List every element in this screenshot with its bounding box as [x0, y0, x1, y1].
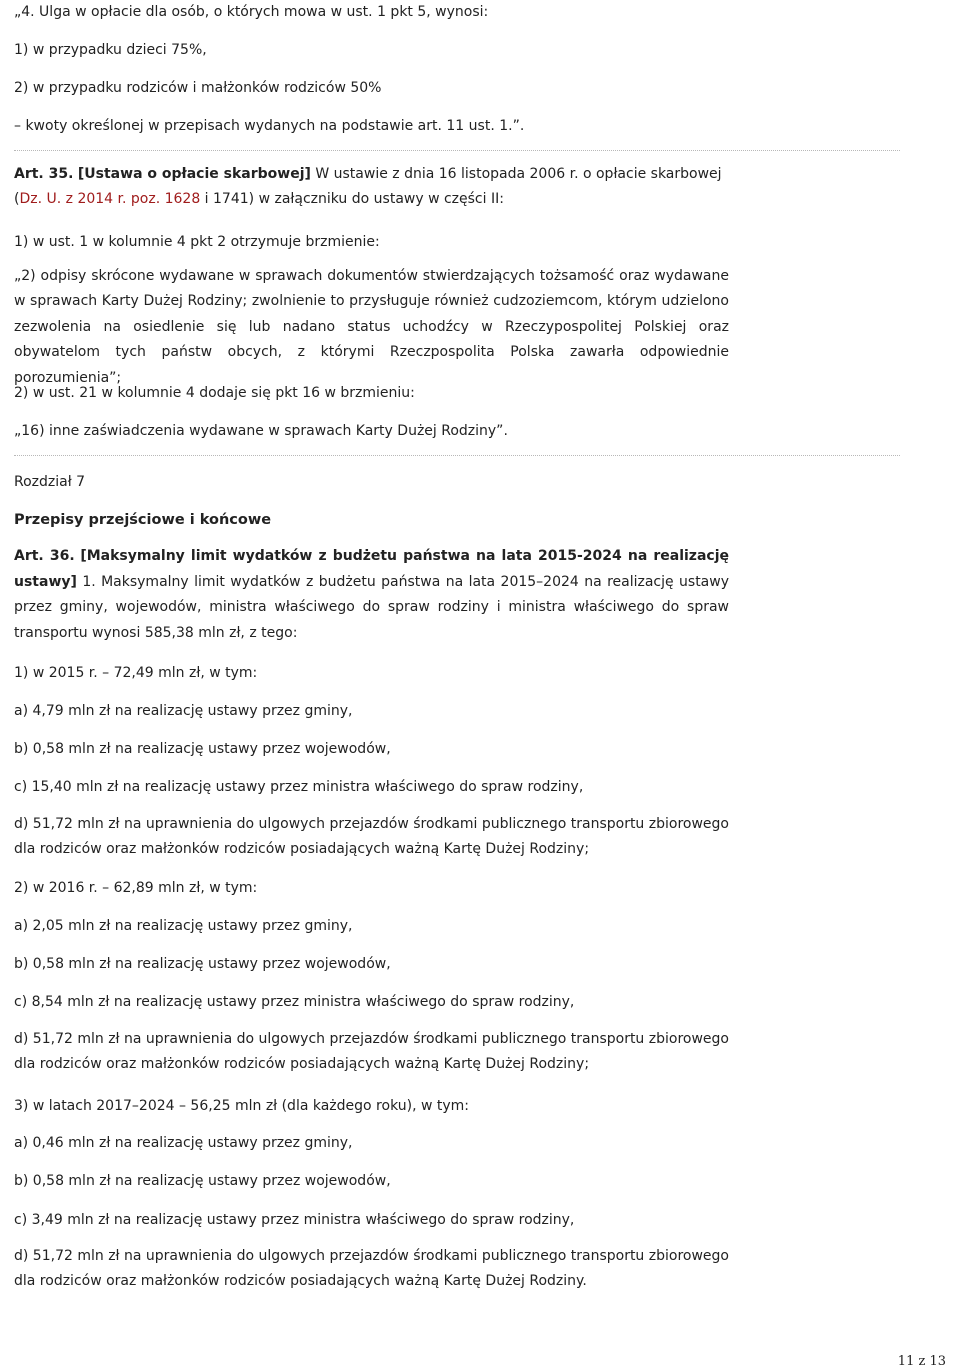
chapter-label: Rozdział 7 [14, 474, 86, 490]
art35-label: Art. 35. [14, 166, 74, 182]
top-line-3: 2) w przypadku rodziców i małżonków rodziców 50% [14, 80, 382, 96]
art35-point-2: 2) w ust. 21 w kolumnie 4 dodaje się pkt 16 w brzmieniu: [14, 385, 415, 401]
art36-heading [14, 544, 729, 646]
year-2017-b: b) 0,58 mln zł na realizację ustawy przez wojewodów, [14, 1173, 391, 1189]
year-2015-d: d) 51,72 mln zł na uprawnienia do ulgowych przejazdów środkami publicznego transportu zbiorowego dla rodziców oraz małżonków rodziców posiadających ważną Kartę Dużej Rodziny; [14, 816, 729, 858]
year-2016-d: d) 51,72 mln zł na uprawnienia do ulgowych przejazdów środkami publicznego transportu zbiorowego dla rodziców oraz małżonków rodziców posiadających ważną Kartę Dużej Rodziny; [14, 1031, 729, 1073]
top-line-1: „4. Ulga w opłacie dla osób, o których mowa w ust. 1 pkt 5, wynosi: [14, 4, 489, 20]
year-2015-b: b) 0,58 mln zł na realizację ustawy przez wojewodów, [14, 741, 391, 757]
year-2016-c: c) 8,54 mln zł na realizację ustawy przez ministra właściwego do spraw rodziny, [14, 994, 575, 1010]
top-line-2: 1) w przypadku dzieci 75%, [14, 42, 207, 58]
top-line-4: – kwoty określonej w przepisach wydanych na podstawie art. 11 ust. 1.”. [14, 118, 525, 134]
dz-u-link[interactable]: Dz. U. z 2014 r. poz. 1628 [19, 191, 201, 208]
year-2016-a: a) 2,05 mln zł na realizację ustawy przez gminy, [14, 918, 353, 934]
separator [14, 150, 900, 151]
paren-open: ( [14, 191, 20, 208]
year-2017-a: a) 0,46 mln zł na realizację ustawy przez gminy, [14, 1135, 353, 1151]
chapter-title: Przepisy przejściowe i końcowe [14, 512, 272, 528]
art35-intro: W ustawie z dnia 16 listopada 2006 r. o opłacie skarbowej [310, 166, 722, 182]
year-2017-2024: 3) w latach 2017–2024 – 56,25 mln zł (dla każdego roku), w tym: [14, 1098, 470, 1114]
year-2017-c: c) 3,49 mln zł na realizację ustawy przez ministra właściwego do spraw rodziny, [14, 1212, 575, 1228]
dz-rest: i 1741) w załączniku do ustawy w części II: [200, 191, 504, 208]
year-2016-b: b) 0,58 mln zł na realizację ustawy przez wojewodów, [14, 956, 391, 972]
year-2015-a: a) 4,79 mln zł na realizację ustawy przez gminy, [14, 703, 353, 719]
art35-heading [14, 162, 729, 213]
year-2016: 2) w 2016 r. – 62,89 mln zł, w tym: [14, 880, 258, 896]
year-2017-d: d) 51,72 mln zł na uprawnienia do ulgowych przejazdów środkami publicznego transportu zbiorowego dla rodziców oraz małżonków rodziców posiadających ważną Kartę Dużej Rodziny. [14, 1248, 729, 1290]
year-2015-c: c) 15,40 mln zł na realizację ustawy przez ministra właściwego do spraw rodziny, [14, 779, 584, 795]
art36-intro: 1. Maksymalny limit wydatków z budżetu państwa na lata 2015–2024 na realizację ustawy przez gminy, wojewodów, ministra właściwego do spraw rodziny i ministra właściwego do spraw transportu wynosi 585,38 mln zł, z tego: [14, 573, 729, 641]
year-2015: 1) w 2015 r. – 72,49 mln zł, w tym: [14, 665, 258, 681]
art36-title: [Maksymalny limit wydatków z budżetu państwa na lata 2015-2024 na realizację ustawy] [14, 548, 729, 590]
art36-label: Art. 36. [14, 548, 75, 564]
art35-point-1: 1) w ust. 1 w kolumnie 4 pkt 2 otrzymuje brzmienie: [14, 234, 380, 250]
art35-point-2-text: „16) inne zaświadczenia wydawane w sprawach Karty Dużej Rodziny”. [14, 423, 508, 439]
separator [14, 455, 900, 456]
art35-point-1-text: „2) odpisy skrócone wydawane w sprawach dokumentów stwierdzających tożsamość oraz wydawane w sprawach Karty Dużej Rodziny; zwolnienie to przysługuje również cudzoziemcom, którym udzielono zezwolenia na osiedlenie się lub nadano status uchodźcy w Rzeczypospolitej Polskiej oraz obywatelom tych państw obcych, z którymi Rzeczpospolita Polska zawarła odpowiednie porozumienia”; [14, 268, 729, 386]
art35-title: [Ustawa o opłacie skarbowej] [77, 166, 311, 182]
page-number: 11 z 13 [897, 1354, 946, 1369]
